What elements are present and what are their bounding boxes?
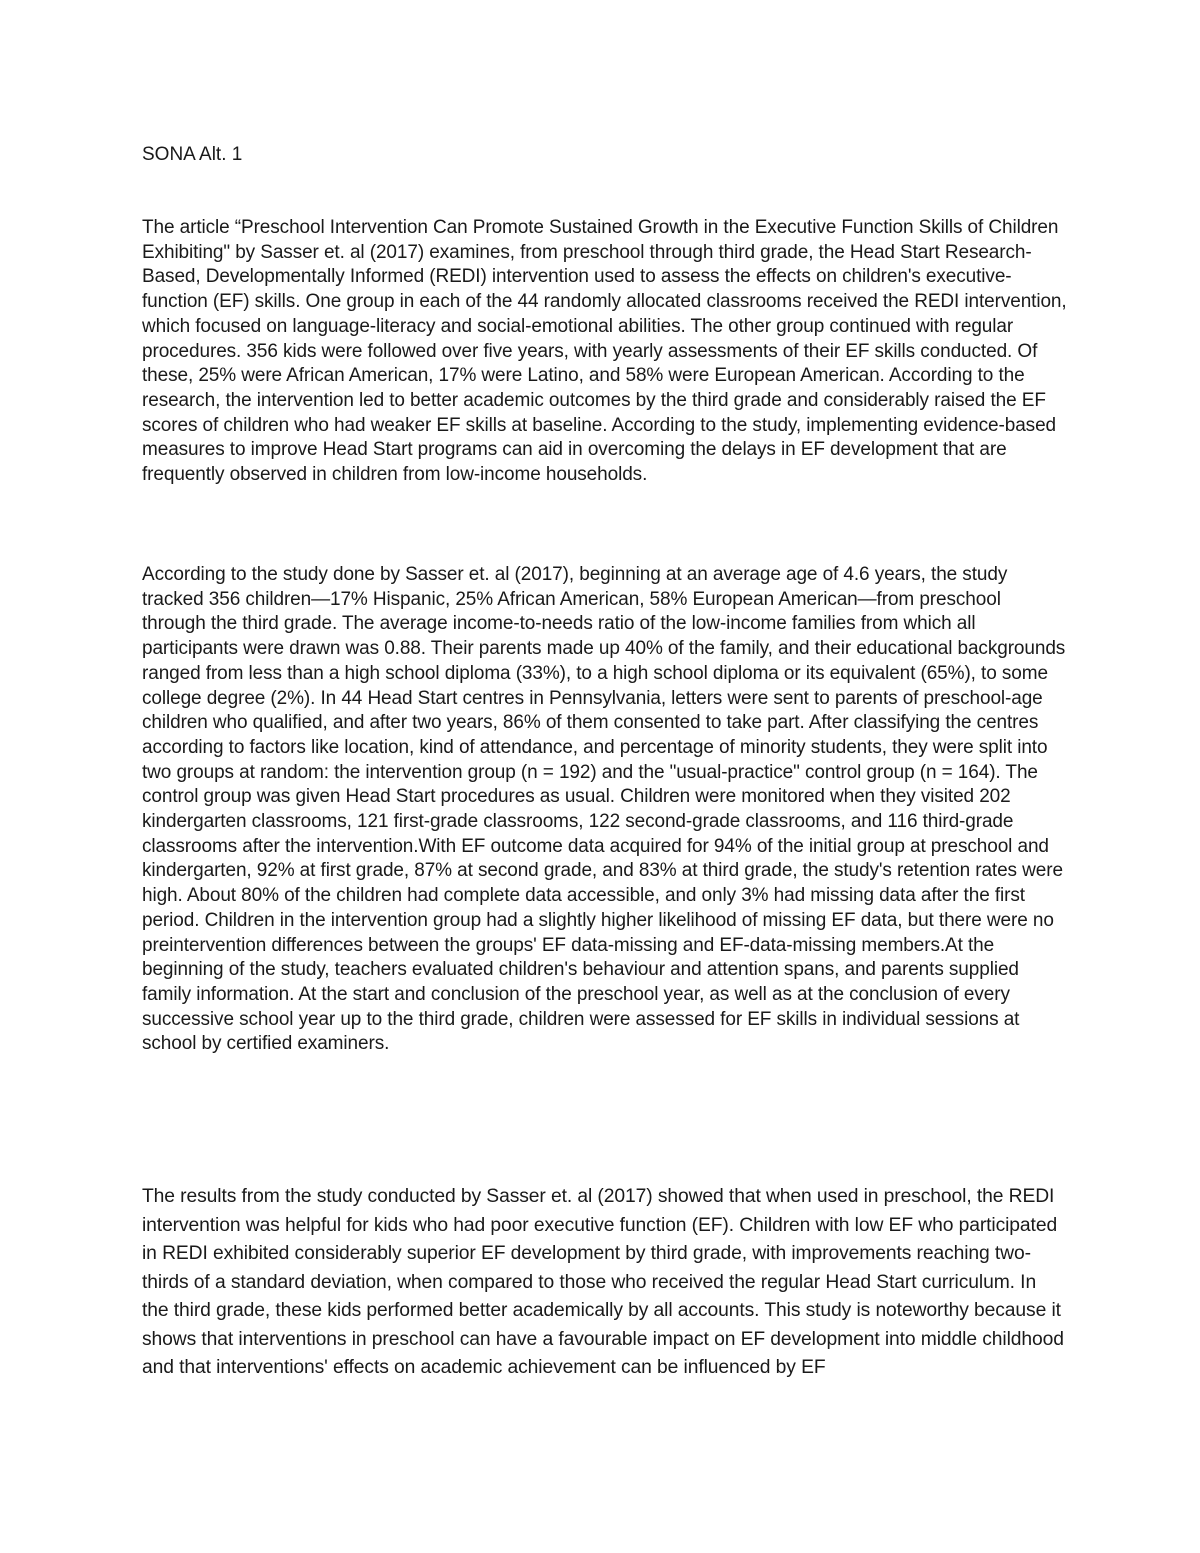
paragraph-summary: The article “Preschool Intervention Can Promote Sustained Growth in the Executive Function Skills of Children Exhibiting" by Sasser et. al (2017) examines, from preschool through third grade, the Head Start Research-Based, Developmentally Informed (REDI) intervention used to assess the effects on children's executive-function (EF) skills. One group in each of the 44 randomly allocated classrooms received the REDI intervention, which focused on language-literacy and social-emotional abilities. The other group continued with regular procedures. 356 kids were followed over five years, with yearly assessments of their EF skills conducted. Of these, 25% were African American, 17% were Latino, and 58% were European American. According to the research, the intervention led to better academic outcomes by the third grade and considerably raised the EF scores of children who had weaker EF skills at baseline. According to the study, implementing evidence-based measures to improve Head Start programs can aid in overcoming the delays in EF development that are frequently observed in children from low-income households. xyxy=(142,217,1067,486)
paragraph-results: The results from the study conducted by Sasser et. al (2017) showed that when used in preschool, the REDI intervention was helpful for kids who had poor executive function (EF). Children with low EF who participated in REDI exhibited considerably superior EF development by third grade, with improvements reaching two-thirds of a standard deviation, when compared to those who received the regular Head Start curriculum. In the third grade, these kids performed better academically by all accounts. This study is noteworthy because it shows that interventions in preschool can have a favourable impact on EF development into middle childhood and that interventions' effects on academic achievement can be influenced by EF xyxy=(142,1186,1064,1378)
document-title: SONA Alt. 1 xyxy=(142,144,243,165)
paragraph-methods: According to the study done by Sasser et. al (2017), beginning at an average age of 4.6 years, the study tracked 356 children—17% Hispanic, 25% African American, 58% European American—from preschool through the third grade. The average income-to-needs ratio of the low-income families from which all participants were drawn was 0.88. Their parents made up 40% of the family, and their educational backgrounds ranged from less than a high school diploma (33%), to a high school diploma or its equivalent (65%), to some college degree (2%). In 44 Head Start centres in Pennsylvania, letters were sent to parents of preschool-age children who qualified, and after two years, 86% of them consented to take part. After classifying the centres according to factors like location, kind of attendance, and percentage of minority students, they were split into two groups at random: the intervention group (n = 192) and the "usual-practice" control group (n = 164). The control group was given Head Start procedures as usual. Children were monitored when they visited 202 kindergarten classrooms, 121 first-grade classrooms, 122 second-grade classrooms, and 116 third-grade classrooms after the intervention.With EF outcome data acquired for 94% of the initial group at preschool and kindergarten, 92% at first grade, 87% at second grade, and 83% at third grade, the study's retention rates were high. About 80% of the children had complete data accessible, and only 3% had missing data after the first period. Children in the intervention group had a slightly higher likelihood of missing EF data, but there were no preintervention differences between the groups' EF data-missing and EF-data-missing members.At the beginning of the study, teachers evaluated children's behaviour and attention spans, and parents supplied family information. At the start and conclusion of the preschool year, as well as at the conclusion of every successive school year up to the third grade, children were assessed for EF skills in individual sessions at school by certified examiners. xyxy=(142,564,1066,1055)
